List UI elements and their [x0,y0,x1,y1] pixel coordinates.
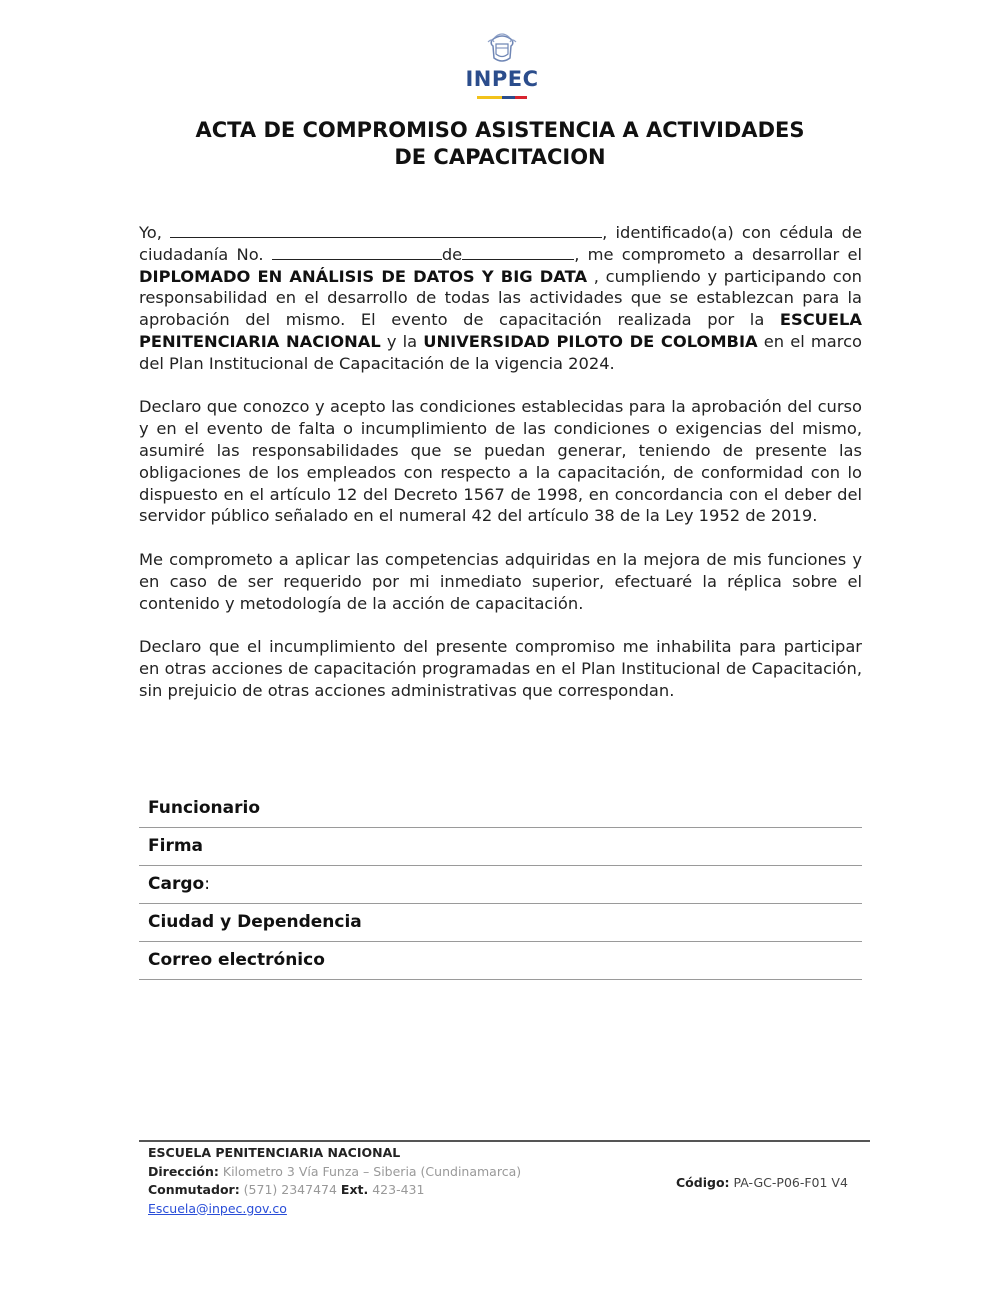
coat-of-arms-icon [484,30,520,66]
course-name: DIPLOMADO EN ANÁLISIS DE DATOS Y BIG DATA [139,266,588,286]
signature-fields [139,790,862,980]
field-cargo[interactable] [139,866,862,904]
phone-label: Conmutador: [148,1182,240,1197]
phone-value: (571) 2347474 [239,1182,341,1197]
text: en el marco del Plan Institucional de Capacitación de la vigencia 2024. [139,331,862,373]
field-label: Firma [148,836,204,856]
footer-email-link[interactable]: Escuela@inpec.gov.co [148,1200,287,1216]
id-city-blank[interactable] [462,245,574,260]
text: , me comprometo a desarrollar el [574,244,862,264]
paragraph-application: Me comprometo a aplicar las competencias adquiridas en la mejora de mis funciones y en caso de ser requerido por mi inmediato superior, efectuaré la réplica sobre el contenido y metodología de la acción de capacitación. [139,549,862,613]
footer-address [148,1163,521,1182]
id-number-blank[interactable] [272,245,442,260]
field-funcionario[interactable] [139,790,862,828]
flag-stripe [477,96,527,99]
field-label-suffix: : [204,874,210,894]
text: Yo, [139,223,171,242]
document-body [139,222,862,723]
title-line-2: DE CAPACITACION [394,145,606,169]
field-correo[interactable] [139,942,862,980]
ext-value: 423-431 [368,1182,425,1197]
inpec-logo [462,30,542,99]
address-value: Kilometro 3 Vía Funza – Siberia (Cundinamarca) [218,1163,522,1179]
title-line-1: ACTA DE COMPROMISO ASISTENCIA A ACTIVIDADES [195,118,805,142]
document-code [676,1175,848,1190]
ext-label: Ext. [340,1182,369,1197]
text: y la [380,331,424,351]
code-value: PA-GC-P06-F01 V4 [729,1175,848,1190]
name-blank[interactable] [170,223,602,238]
address-label: Dirección: [148,1163,219,1179]
field-label: Cargo [148,874,205,894]
paragraph-declaration: Declaro que conozco y acepto las condiciones establecidas para la aprobación del curso y en el evento de falta o incumplimiento de las condiciones o exigencias del mismo, asumiré las responsabilidades que se puedan generar, teniendo de presente las obligaciones de los empleados con respecto a la capacitación, de conformidad con lo dispuesto en el artículo 12 del Decreto 1567 de 1998, en concordancia con el deber del servidor público señalado en el numeral 42 del artículo 38 de la Ley 1952 de 2019. [139,397,862,526]
field-label: Ciudad y Dependencia [148,912,362,932]
field-label: Funcionario [148,798,261,818]
logo-text: INPEC [465,67,539,91]
footer-phone [148,1181,521,1200]
field-ciudad-dependencia[interactable] [139,904,862,942]
field-firma[interactable] [139,828,862,866]
field-label: Correo electrónico [148,950,325,970]
organizer-2: UNIVERSIDAD PILOTO DE COLOMBIA [423,331,758,351]
organizer-1: ESCUELA PENITENCIARIA NACIONAL [139,310,862,351]
footer [148,1144,521,1218]
document-title [120,117,880,171]
code-label: Código: [676,1175,730,1190]
text: , identificado(a) con cédula de ciudadanía No. [139,223,862,264]
footer-divider [139,1140,870,1142]
footer-org: ESCUELA PENITENCIARIA NACIONAL [148,1145,401,1160]
paragraph-commitment [139,222,862,375]
text: de [441,244,463,264]
paragraph-noncompliance: Declaro que el incumplimiento del presente compromiso me inhabilita para participar en otras acciones de capacitación programadas en el Plan Institucional de Capacitación, sin prejuicio de otras acciones administrativas que correspondan. [139,637,862,700]
text: , cumpliendo y participando con responsabilidad en el desarrollo de todas las actividades que se establezcan para la aprobación del mismo. El evento de capacitación realizada por la [139,266,862,330]
